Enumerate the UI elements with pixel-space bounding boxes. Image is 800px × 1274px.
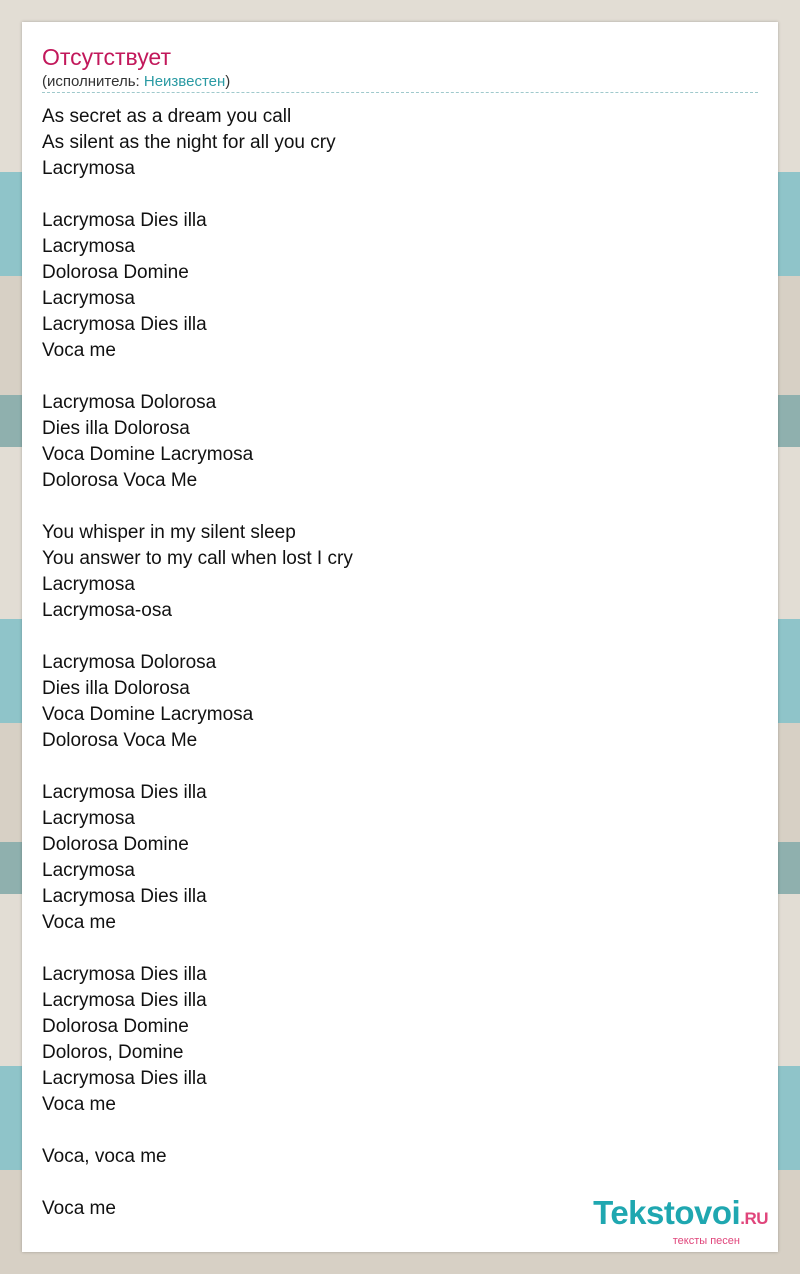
lyric-line: Voca me [42,1198,116,1219]
lyric-line: Voca me [42,1094,116,1115]
lyric-line: Lacrymosa Dies illa [42,782,207,803]
lyrics-card [22,22,778,1252]
lyric-spacer [42,1170,742,1196]
lyric-line: Lacrymosa Dies illa [42,964,207,985]
song-title: Отсутствует [42,44,171,70]
lyric-line: Voca Domine Lacrymosa [42,444,254,465]
lyric-line: Voca me [42,340,116,361]
lyric-spacer [42,182,742,208]
site-logo[interactable] [593,1196,768,1246]
lyric-spacer [42,624,742,650]
lyric-line: Lacrymosa Dies illa [42,210,207,231]
lyric-line: Dies illa Dolorosa [42,418,190,439]
lyric-line: Dolorosa Domine [42,262,189,283]
logo-tagline: тексты песен [672,1235,740,1247]
artist-link[interactable]: Неизвестен [143,73,226,90]
artist-line [42,73,230,91]
lyric-spacer [42,364,742,390]
lyric-line: Lacrymosa Dolorosa [42,652,217,673]
lyric-line: As silent as the night for all you cry [42,132,336,153]
lyric-line: Dies illa Dolorosa [42,678,190,699]
logo-name: Tekstovoi [593,1194,741,1231]
lyric-line: Lacrymosa Dies illa [42,990,207,1011]
lyric-line: Dolorosa Voca Me [42,730,198,751]
lyric-line: Dolorosa Voca Me [42,470,198,491]
lyric-line: Lacrymosa [42,236,135,257]
lyric-line: Voca, voca me [42,1146,167,1167]
lyric-line: Lacrymosa [42,860,135,881]
lyric-spacer [42,936,742,962]
lyric-line: You answer to my call when lost I cry [42,548,353,569]
lyrics-text [42,104,742,1222]
lyric-spacer [42,1118,742,1144]
lyric-line: Lacrymosa Dolorosa [42,392,217,413]
lyric-spacer [42,754,742,780]
lyric-line: Doloros, Domine [42,1042,184,1063]
artist-prefix: (исполнитель: [42,73,144,90]
lyric-line: Lacrymosa Dies illa [42,1068,207,1089]
artist-suffix: ) [225,73,231,90]
logo-tld: .RU [740,1209,768,1228]
lyric-line: Voca Domine Lacrymosa [42,704,254,725]
lyric-line: Lacrymosa [42,158,135,179]
lyric-line: Lacrymosa [42,574,135,595]
lyric-line: Lacrymosa-osa [42,600,172,621]
logo-wordmark [593,1196,768,1236]
divider [42,92,758,93]
lyric-line: As secret as a dream you call [42,106,292,127]
lyric-line: Lacrymosa Dies illa [42,886,207,907]
lyric-line: Lacrymosa [42,288,135,309]
lyric-spacer [42,494,742,520]
lyric-line: Lacrymosa Dies illa [42,314,207,335]
lyric-line: You whisper in my silent sleep [42,522,296,543]
lyric-line: Dolorosa Domine [42,1016,189,1037]
lyric-line: Voca me [42,912,116,933]
lyric-line: Lacrymosa [42,808,135,829]
lyric-line: Dolorosa Domine [42,834,189,855]
